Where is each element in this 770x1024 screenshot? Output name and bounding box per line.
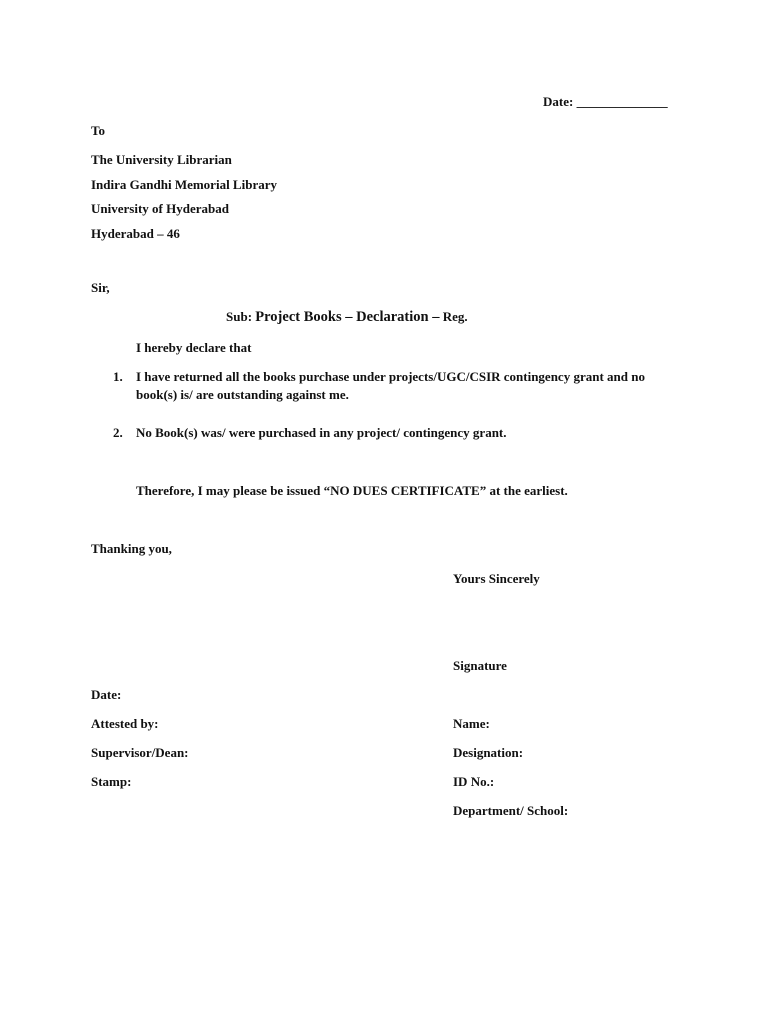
date-field-label: Date: <box>91 687 122 702</box>
request-text: Therefore, I may please be issued “NO DUES CERTIFICATE” at the earliest. <box>136 483 568 498</box>
supervisor-dean-label: Supervisor/Dean: <box>91 745 189 760</box>
designation-field-label: Designation: <box>453 745 524 760</box>
address-line-4: Hyderabad – 46 <box>91 226 180 241</box>
date-header: Date: ______________ <box>543 94 668 109</box>
thanking-text: Thanking you, <box>91 541 172 556</box>
stamp-label: Stamp: <box>91 774 132 789</box>
address-line-1: The University Librarian <box>91 152 232 167</box>
declaration-2-line-1: No Book(s) was/ were purchased in any project/ contingency grant. <box>136 425 507 440</box>
attested-by-label: Attested by: <box>91 716 159 731</box>
intro-text: I hereby declare that <box>136 340 252 355</box>
to-label: To <box>91 123 105 138</box>
yours-sincerely: Yours Sincerely <box>453 571 540 586</box>
salutation: Sir, <box>91 280 110 295</box>
declaration-1-line-1: I have returned all the books purchase under projects/UGC/CSIR contingency grant and no <box>136 369 645 384</box>
subject-suffix: Reg. <box>442 309 468 324</box>
subject-line <box>226 309 468 325</box>
id-number-label: ID No.: <box>453 774 495 789</box>
signature-label: Signature <box>453 658 507 673</box>
address-line-3: University of Hyderabad <box>91 201 229 216</box>
subject-prefix: Sub: <box>226 309 253 324</box>
subject-main: Project Books – Declaration – <box>255 309 440 325</box>
declaration-1-number: 1. <box>113 369 123 384</box>
declaration-2-number: 2. <box>113 425 123 440</box>
name-field-label: Name: <box>453 716 490 731</box>
address-line-2: Indira Gandhi Memorial Library <box>91 177 277 192</box>
department-school-label: Department/ School: <box>453 803 569 818</box>
declaration-1-line-2: book(s) is/ are outstanding against me. <box>136 387 349 402</box>
